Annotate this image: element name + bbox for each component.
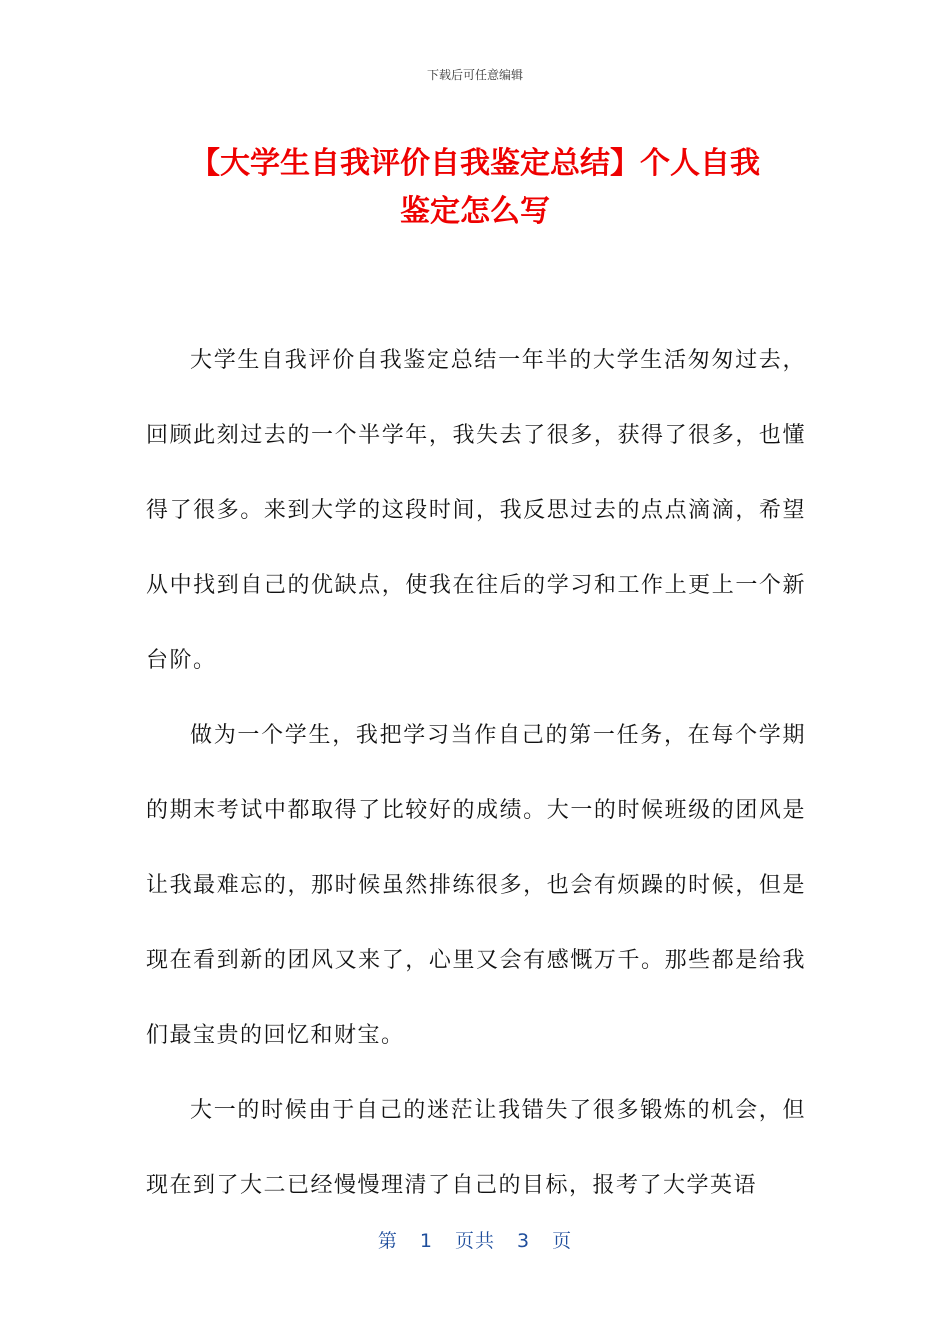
page-footer xyxy=(0,1226,950,1253)
document-body xyxy=(146,323,806,1223)
footer-middle: 页共 xyxy=(454,1230,495,1252)
paragraph-line: 风是让我最难忘的，那时候虽然排练很多，也会有烦躁的时候， xyxy=(146,798,806,898)
footer-prefix: 第 xyxy=(377,1230,398,1252)
footer-suffix: 页 xyxy=(552,1230,573,1252)
paragraph-1 xyxy=(146,323,806,698)
title-line-2: 鉴定怎么写 xyxy=(400,194,550,229)
page-header-note: 下载后可任意编辑 xyxy=(426,68,523,82)
paragraph-line: 但是现在看到新的团风又来了，心里又会有感慨万千。那些都 xyxy=(146,873,806,973)
paragraph-3 xyxy=(146,1073,806,1223)
paragraph-line: 大学生自我评价自我鉴定总结一年半的大学生活匆匆过去， xyxy=(190,348,806,373)
paragraph-2 xyxy=(146,698,806,1073)
paragraph-line: 大一的时候由于自己的迷茫让我错失了很多锻炼的机会， xyxy=(190,1098,783,1123)
document-title xyxy=(140,140,810,236)
paragraph-line: 期的期末考试中都取得了比较好的成绩。大一的时候班级的团 xyxy=(146,723,806,823)
paragraph-line: 希望从中找到自己的优缺点，使我在往后的学习和工作上更上 xyxy=(146,498,806,598)
paragraph-line: 回顾此刻过去的一个半学年，我失去了很多，获得了很多，也 xyxy=(146,423,783,448)
paragraph-line: 是给我们最宝贵的回忆和财宝。 xyxy=(146,948,806,1048)
footer-page-number: 1 xyxy=(419,1230,433,1252)
title-line-1: 【大学生自我评价自我鉴定总结】个人自我 xyxy=(190,146,760,181)
paragraph-line: 一个新台阶。 xyxy=(146,573,806,673)
paragraph-line: 懂得了很多。来到大学的这段时间，我反思过去的点点滴滴， xyxy=(146,423,806,523)
footer-total-pages: 3 xyxy=(517,1230,531,1252)
paragraph-line: 但现在到了大二已经慢慢理清了自己的目标，报考了大学英语 xyxy=(146,1098,806,1198)
paragraph-line: 做为一个学生，我把学习当作自己的第一任务，在每个学 xyxy=(190,723,783,748)
